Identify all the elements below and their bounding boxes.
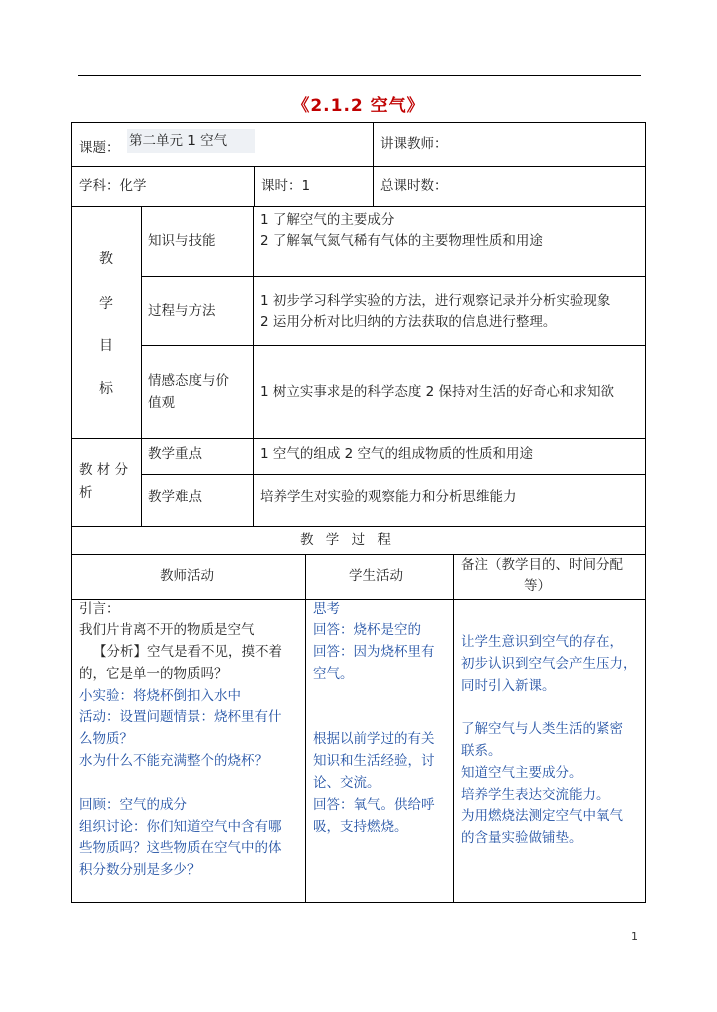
- teacher-line: 水为什么不能充满整个的烧杯？: [79, 753, 268, 769]
- student-line: 回答：氧气。供给呼: [313, 797, 435, 813]
- teacher-line: 些物质吗？这些物质在空气中的体: [79, 840, 282, 856]
- teacher-line: 的，它是单一的物质吗？: [79, 666, 228, 682]
- notes-line: 初步认识到空气会产生压力，: [461, 656, 637, 672]
- student-line: 知识和生活经验，讨: [313, 753, 435, 769]
- objectives-char-1: 教: [99, 251, 113, 267]
- hours-label: 课时：1: [261, 178, 311, 194]
- notes-line: 让学生意识到空气的存在，: [461, 634, 623, 650]
- objective-line: 1 初步学习科学实验的方法，进行观察记录并分析实验现象: [260, 293, 611, 309]
- teacher-line: 组织讨论：你们知道空气中含有哪: [79, 819, 282, 835]
- analysis-label: 教 材 分: [79, 462, 129, 478]
- objective-label-process: 过程与方法: [148, 303, 216, 319]
- teacher-line: 小实验：将烧杯倒扣入水中: [79, 688, 241, 704]
- teacher-label: 讲课教师：: [380, 136, 448, 152]
- student-line: 根据以前学过的有关: [313, 731, 435, 747]
- header-rule: [78, 75, 641, 76]
- page-number: 1: [631, 930, 638, 943]
- objective-line: 2 了解氧气氮气稀有气体的主要物理性质和用途: [260, 233, 543, 249]
- objective-line: 1 了解空气的主要成分: [260, 212, 395, 228]
- col-notes-2: 等）: [524, 578, 551, 594]
- notes-line: 的含量实验做铺垫。: [461, 830, 583, 846]
- teacher-line: 我们片肯离不开的物质是空气: [79, 622, 255, 638]
- analysis-label-2: 析: [79, 485, 93, 501]
- objectives-char-4: 标: [99, 381, 113, 397]
- objective-line: 2 运用分析对比归纳的方法获取的信息进行整理。: [260, 314, 557, 330]
- process-title: 教 学 过 程: [300, 532, 395, 548]
- teacher-line: 积分数分别是多少？: [79, 862, 201, 878]
- col-student: 学生活动: [349, 568, 403, 584]
- notes-line: 联系。: [461, 743, 502, 759]
- notes-line: 同时引入新课。: [461, 678, 556, 694]
- teacher-line: 回顾：空气的成分: [79, 797, 187, 813]
- difficulty-text: 培养学生对实验的观察能力和分析思维能力: [260, 489, 517, 505]
- teacher-line: 【分析】空气是看不见，摸不着: [93, 644, 282, 660]
- key-point-label: 教学重点: [148, 446, 202, 462]
- student-line: 空气。: [313, 666, 354, 682]
- objectives-char-3: 目: [99, 338, 113, 354]
- difficulty-label: 教学难点: [148, 489, 202, 505]
- objective-line: 1 树立实事求是的科学态度 2 保持对生活的好奇心和求知欲: [260, 384, 615, 400]
- notes-line: 为用燃烧法测定空气中氧气: [461, 808, 623, 824]
- col-teacher: 教师活动: [160, 568, 214, 584]
- teacher-line: 引言：: [79, 601, 120, 617]
- notes-line: 培养学生表达交流能力。: [461, 787, 610, 803]
- notes-line: 知道空气主要成分。: [461, 765, 583, 781]
- topic-label: 课题：: [79, 140, 120, 156]
- student-line: 回答：因为烧杯里有: [313, 644, 435, 660]
- topic-value: 第二单元 1 空气: [129, 133, 228, 149]
- notes-line: 了解空气与人类生活的紧密: [461, 721, 623, 737]
- teacher-line: 活动：设置问题情景：烧杯里有什: [79, 709, 282, 725]
- page-title: 《2.1.2 空气》: [292, 96, 425, 116]
- student-line: 思考: [313, 601, 340, 617]
- objective-label-attitude: 情感态度与价: [148, 373, 229, 389]
- student-line: 论、交流。: [313, 775, 381, 791]
- col-notes: 备注（教学目的、时间分配: [461, 557, 623, 573]
- student-line: 吸，支持燃烧。: [313, 819, 408, 835]
- objective-label-attitude-2: 值观: [148, 395, 175, 411]
- subject-label: 学科：化学: [79, 178, 147, 194]
- key-point-text: 1 空气的组成 2 空气的组成物质的性质和用途: [260, 446, 534, 462]
- objectives-char-2: 学: [99, 296, 113, 312]
- student-line: 回答：烧杯是空的: [313, 622, 421, 638]
- total-hours-label: 总课时数：: [380, 178, 448, 194]
- teacher-line: 么物质？: [79, 731, 133, 747]
- objective-label-knowledge: 知识与技能: [148, 233, 216, 249]
